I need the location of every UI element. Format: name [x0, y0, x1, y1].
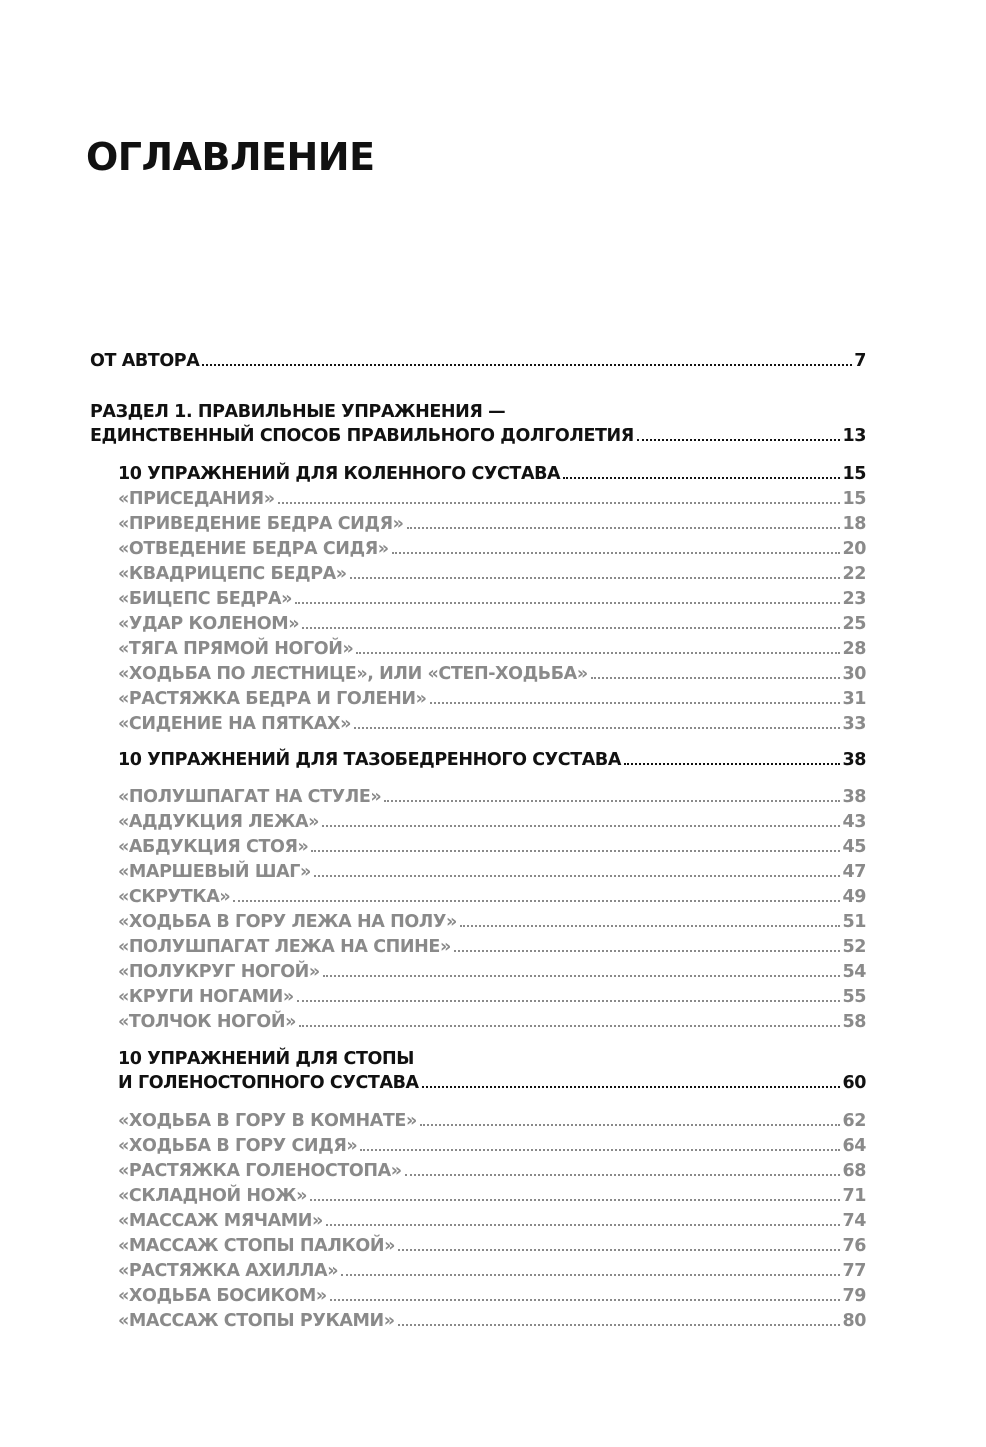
toc-entry-page: 71 [842, 1186, 866, 1206]
toc-entry-exercise[interactable] [118, 1014, 866, 1032]
toc-entry-label: «ХОДЬБА В ГОРУ В КОМНАТЕ» [118, 1111, 417, 1131]
toc-entry-label: «ПРИСЕДАНИЯ» [118, 489, 275, 509]
toc-entry-exercise[interactable] [118, 1288, 866, 1306]
dot-leader [460, 923, 841, 927]
dot-leader [398, 1247, 840, 1251]
dot-leader [405, 1172, 841, 1176]
toc-entry-page: 18 [842, 514, 866, 534]
toc-entry-exercise[interactable] [118, 1188, 866, 1206]
toc-entry-page: 31 [842, 689, 866, 709]
toc-entry-page: 15 [842, 464, 866, 484]
toc-entry-page: 22 [842, 564, 866, 584]
dot-leader [360, 1147, 840, 1151]
toc-entry-page: 13 [842, 426, 866, 446]
dot-leader [202, 362, 852, 366]
toc-entry-page: 15 [842, 489, 866, 509]
toc-entry-page: 55 [842, 987, 866, 1007]
toc-entry-exercise[interactable] [118, 1163, 866, 1181]
page-title: ОГЛАВЛЕНИЕ [86, 135, 375, 179]
toc-entry-page: 80 [842, 1311, 866, 1331]
toc-entry-page: 33 [842, 714, 866, 734]
toc-entry-page: 79 [842, 1286, 866, 1306]
toc-entry-exercise[interactable] [118, 1238, 866, 1256]
toc-entry-exercise[interactable] [118, 591, 866, 609]
toc-entry-page: 54 [842, 962, 866, 982]
toc-entry-label: ЕДИНСТВЕННЫЙ СПОСОБ ПРАВИЛЬНОГО ДОЛГОЛЕТИЯ [90, 426, 634, 446]
dot-leader [422, 1084, 841, 1088]
toc-entry-label: «ПОЛУШПАГАТ ЛЕЖА НА СПИНЕ» [118, 937, 451, 957]
toc-entry-label: «ОТВЕДЕНИЕ БЕДРА СИДЯ» [118, 539, 389, 559]
dot-leader [407, 525, 841, 529]
toc-entry-exercise[interactable] [118, 491, 866, 509]
toc-entry-label: «УДАР КОЛЕНОМ» [118, 614, 300, 634]
toc-entry-label: «ПРИВЕДЕНИЕ БЕДРА СИДЯ» [118, 514, 404, 534]
toc-entry-label: «КВАДРИЦЕПС БЕДРА» [118, 564, 347, 584]
toc-entry-label: «ТЯГА ПРЯМОЙ НОГОЙ» [118, 639, 354, 659]
dot-leader [563, 475, 840, 479]
dot-leader [233, 898, 840, 902]
dot-leader [302, 625, 840, 629]
toc-entry-label: «РАСТЯЖКА АХИЛЛА» [118, 1261, 339, 1281]
dot-leader [624, 761, 840, 765]
dot-leader [392, 550, 841, 554]
toc-entry-label: «СКЛАДНОЙ НОЖ» [118, 1186, 308, 1206]
toc-entry-exercise[interactable] [118, 989, 866, 1007]
toc-entry-label: «ХОДЬБА В ГОРУ СИДЯ» [118, 1136, 358, 1156]
toc-entry-exercise[interactable] [118, 964, 866, 982]
toc-entry-exercise[interactable] [118, 1213, 866, 1231]
toc-entry-exercise[interactable] [118, 889, 866, 907]
toc-entry-page: 45 [842, 837, 866, 857]
toc-entry-label: «РАСТЯЖКА БЕДРА И ГОЛЕНИ» [118, 689, 427, 709]
toc-entry-label: «ХОДЬБА В ГОРУ ЛЕЖА НА ПОЛУ» [118, 912, 457, 932]
toc-entry-label: «ПОЛУКРУГ НОГОЙ» [118, 962, 320, 982]
dot-leader [591, 675, 841, 679]
toc-entry-exercise[interactable] [118, 616, 866, 634]
toc-entry-label: И ГОЛЕНОСТОПНОГО СУСТАВА [118, 1073, 419, 1093]
toc-entry-page: 38 [842, 750, 866, 770]
dot-leader [420, 1122, 841, 1126]
toc-entry-chapter-hip[interactable] [118, 752, 866, 770]
toc-entry-page: 25 [842, 614, 866, 634]
toc-entry-label: «АДДУКЦИЯ ЛЕЖА» [118, 812, 320, 832]
toc-entry-label: «МАССАЖ МЯЧАМИ» [118, 1211, 323, 1231]
dot-leader [330, 1297, 841, 1301]
toc-entry-exercise[interactable] [118, 516, 866, 534]
toc-entry-label: 10 УПРАЖНЕНИЙ ДЛЯ ТАЗОБЕДРЕННОГО СУСТАВА [118, 750, 621, 770]
toc-entry-label: «ТОЛЧОК НОГОЙ» [118, 1012, 296, 1032]
dot-leader [311, 848, 840, 852]
toc-chapter-title-line1: 10 УПРАЖНЕНИЙ ДЛЯ СТОПЫ [118, 1049, 414, 1069]
dot-leader [326, 1222, 840, 1226]
toc-entry-page: 23 [842, 589, 866, 609]
toc-entry-label: «РАСТЯЖКА ГОЛЕНОСТОПА» [118, 1161, 402, 1181]
toc-entry-page: 76 [842, 1236, 866, 1256]
toc-entry-page: 60 [842, 1073, 866, 1093]
dot-leader [384, 798, 840, 802]
dot-leader [637, 437, 841, 441]
dot-leader [430, 700, 841, 704]
toc-entry-label: «ХОДЬБА ПО ЛЕСТНИЦЕ», ИЛИ «СТЕП-ХОДЬБА» [118, 664, 588, 684]
dot-leader [310, 1197, 840, 1201]
dot-leader [314, 873, 841, 877]
dot-leader [350, 575, 841, 579]
toc-entry-exercise[interactable] [118, 789, 866, 807]
toc-entry-label: «ХОДЬБА БОСИКОМ» [118, 1286, 327, 1306]
toc-entry-exercise[interactable] [118, 864, 866, 882]
toc-entry-exercise[interactable] [118, 914, 866, 932]
toc-entry-page: 77 [842, 1261, 866, 1281]
dot-leader [356, 650, 840, 654]
toc-entry-page: 43 [842, 812, 866, 832]
toc-entry-exercise[interactable] [118, 716, 866, 734]
toc-entry-label: «ПОЛУШПАГАТ НА СТУЛЕ» [118, 787, 382, 807]
toc-entry-exercise[interactable] [118, 1313, 866, 1331]
toc-section-title-line1: РАЗДЕЛ 1. ПРАВИЛЬНЫЕ УПРАЖНЕНИЯ — [90, 402, 506, 422]
dot-leader [278, 500, 841, 504]
toc-entry-label: «МАССАЖ СТОПЫ ПАЛКОЙ» [118, 1236, 395, 1256]
dot-leader [341, 1272, 840, 1276]
dot-leader [354, 725, 840, 729]
toc-entry-exercise[interactable] [118, 1263, 866, 1281]
toc-entry-label: «КРУГИ НОГАМИ» [118, 987, 294, 1007]
toc-entry-page: 30 [842, 664, 866, 684]
toc-entry-exercise[interactable] [118, 1113, 866, 1131]
toc-entry-label: ОТ АВТОРА [90, 351, 200, 371]
toc-entry-label: «СИДЕНИЕ НА ПЯТКАХ» [118, 714, 352, 734]
dot-leader [398, 1322, 841, 1326]
toc-entry-label: «БИЦЕПС БЕДРА» [118, 589, 293, 609]
dot-leader [322, 823, 840, 827]
toc-entry-chapter-ankle[interactable] [118, 1075, 866, 1093]
toc-entry-page: 52 [842, 937, 866, 957]
toc-entry-page: 38 [842, 787, 866, 807]
toc-entry-page: 47 [842, 862, 866, 882]
toc-entry-chapter-knee[interactable] [118, 466, 866, 484]
toc-entry-exercise[interactable] [118, 939, 866, 957]
toc-entry-exercise[interactable] [118, 814, 866, 832]
toc-entry-page: 7 [854, 351, 866, 371]
toc-entry-page: 68 [842, 1161, 866, 1181]
toc-entry-label: 10 УПРАЖНЕНИЙ ДЛЯ КОЛЕННОГО СУСТАВА [118, 464, 561, 484]
toc-entry-page: 51 [842, 912, 866, 932]
dot-leader [323, 973, 841, 977]
dot-leader [299, 1023, 840, 1027]
toc-entry-page: 64 [842, 1136, 866, 1156]
toc-entry-label: «МАРШЕВЫЙ ШАГ» [118, 862, 311, 882]
toc-entry-exercise[interactable] [118, 641, 866, 659]
toc-entry-page: 28 [842, 639, 866, 659]
toc-entry-page: 49 [842, 887, 866, 907]
toc-entry-page: 62 [842, 1111, 866, 1131]
toc-entry-label: «АБДУКЦИЯ СТОЯ» [118, 837, 309, 857]
toc-entry-exercise[interactable] [118, 566, 866, 584]
toc-entry-exercise[interactable] [118, 541, 866, 559]
toc-entry-exercise[interactable] [118, 1138, 866, 1156]
toc-entry-section-1[interactable] [90, 428, 866, 446]
dot-leader [295, 600, 840, 604]
toc-entry-label: «СКРУТКА» [118, 887, 231, 907]
dot-leader [297, 998, 841, 1002]
toc-entry-exercise[interactable] [118, 839, 866, 857]
toc-entry-label: «МАССАЖ СТОПЫ РУКАМИ» [118, 1311, 395, 1331]
toc-entry-page: 20 [842, 539, 866, 559]
toc-entry-exercise[interactable] [118, 666, 866, 684]
toc-entry-author[interactable] [90, 353, 866, 371]
toc-entry-page: 74 [842, 1211, 866, 1231]
dot-leader [454, 948, 841, 952]
toc-entry-exercise[interactable] [118, 691, 866, 709]
toc-entry-page: 58 [842, 1012, 866, 1032]
